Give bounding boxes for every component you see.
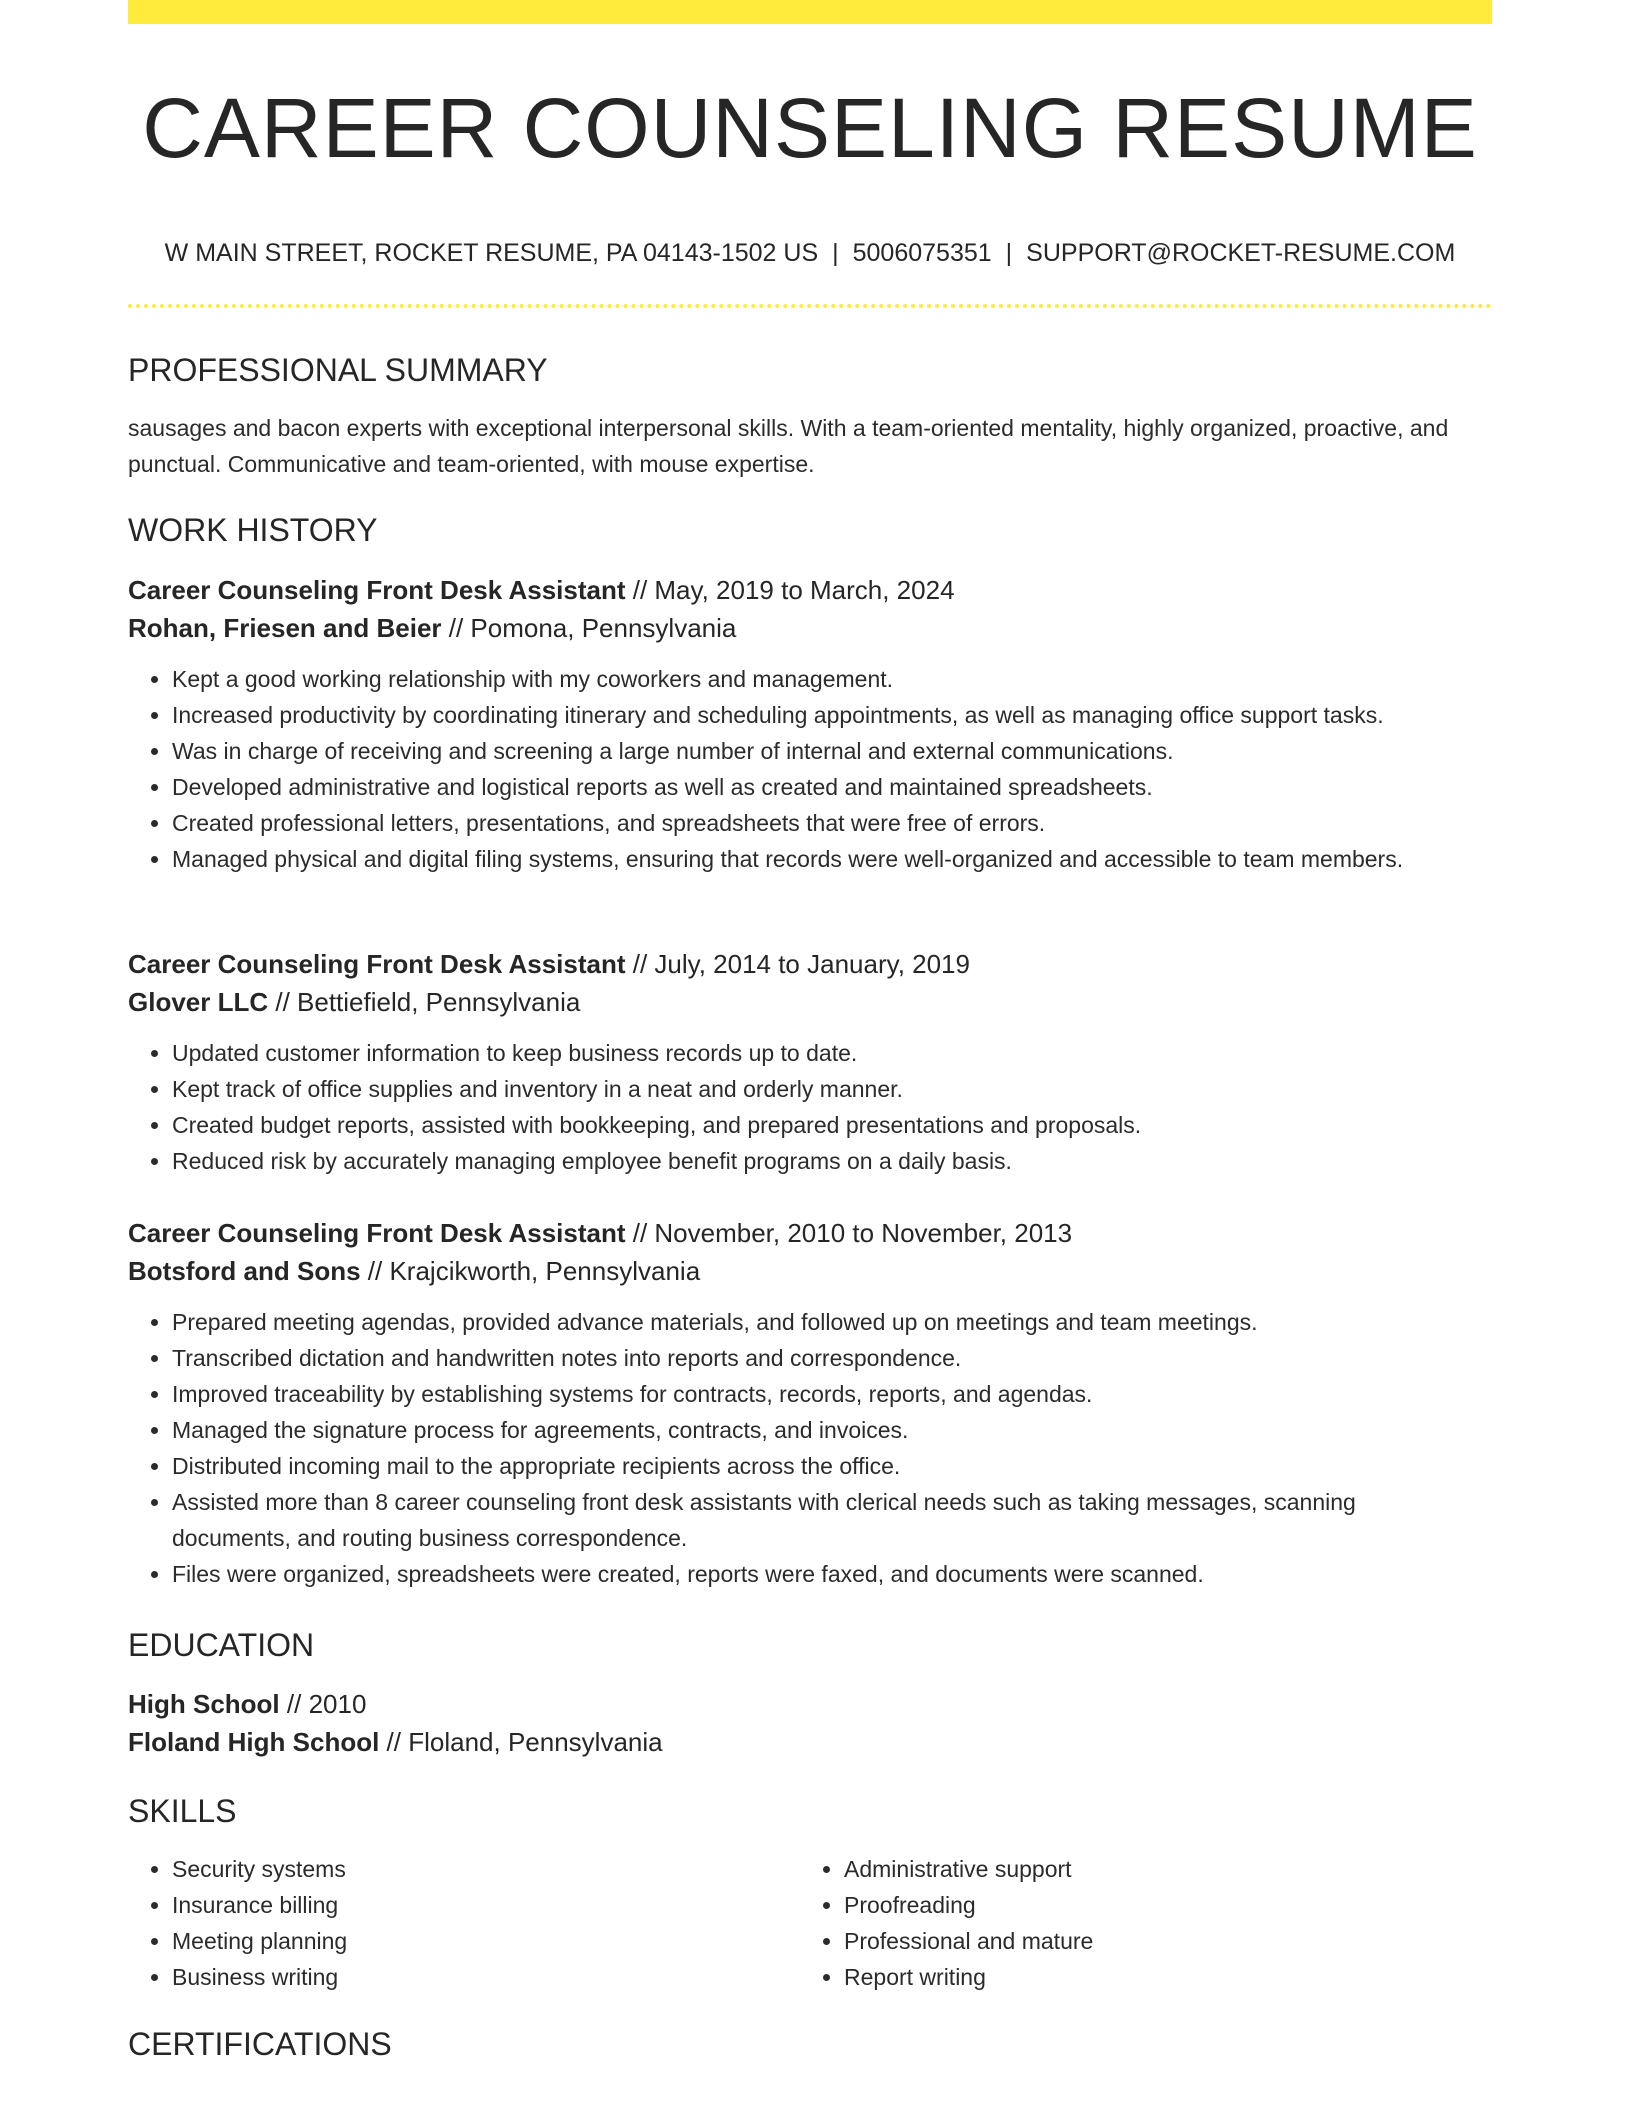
education-school: Floland High School [128, 1727, 380, 1757]
certifications-section [128, 2024, 1492, 2064]
job-location: // Pomona, Pennsylvania [441, 613, 737, 643]
certifications-heading: CERTIFICATIONS [128, 2026, 392, 2062]
skills-list [128, 1851, 800, 1995]
education-degree-line [128, 1685, 1492, 1723]
contact-email: SUPPORT@ROCKET-RESUME.COM [1026, 239, 1456, 267]
job-company-line [128, 983, 1492, 1021]
job-location: // Bettiefield, Pennsylvania [268, 987, 581, 1017]
duty-item: • Managed the signature process for agreements, contracts, and invoices. [172, 1412, 1492, 1448]
contact-address: W MAIN STREET, ROCKET RESUME, PA 04143-1502 US [164, 239, 819, 267]
job-title-line [128, 1214, 1492, 1252]
duty-item: • Developed administrative and logistical reports as well as created and maintained spreadsheets. [172, 769, 1492, 805]
job-company: Botsford and Sons [128, 1256, 361, 1286]
work-history-heading: WORK HISTORY [128, 512, 378, 548]
summary-heading: PROFESSIONAL SUMMARY [128, 352, 548, 388]
skill-item: • Meeting planning [172, 1923, 800, 1959]
duty-item: • Reduced risk by accurately managing employee benefit programs on a daily basis. [172, 1143, 1492, 1179]
skill-item: • Insurance billing [172, 1887, 800, 1923]
job-title: Career Counseling Front Desk Assistant [128, 949, 626, 979]
education-location: // Floland, Pennsylvania [379, 1727, 663, 1757]
job-duties [128, 1035, 1492, 1179]
education-school-line [128, 1723, 1492, 1761]
duty-item: • Transcribed dictation and handwritten notes into reports and correspondence. [172, 1340, 1492, 1376]
skill-item: • Security systems [172, 1851, 800, 1887]
job-company-line [128, 1252, 1492, 1290]
accent-bar [128, 0, 1492, 24]
duty-item: • Prepared meeting agendas, provided advance materials, and followed up on meetings and team meetings. [172, 1304, 1492, 1340]
duty-item: • Was in charge of receiving and screening a large number of internal and external communications. [172, 733, 1492, 769]
duty-item: • Files were organized, spreadsheets were created, reports were faxed, and documents were scanned. [172, 1556, 1492, 1592]
skills-heading: SKILLS [128, 1793, 237, 1829]
page-title: CAREER COUNSELING RESUME [142, 81, 1478, 175]
job-title: Career Counseling Front Desk Assistant [128, 575, 626, 605]
job-dates: // November, 2010 to November, 2013 [625, 1218, 1073, 1248]
duty-item: • Assisted more than 8 career counseling front desk assistants with clerical needs such as taking messages, scanning documents, and routing business correspondence. [172, 1484, 1472, 1556]
education-heading: EDUCATION [128, 1627, 315, 1663]
job-entry [128, 1214, 1492, 1592]
education-degree: High School [128, 1689, 280, 1719]
job-entry [128, 945, 1492, 1179]
contact-separator: | [1005, 239, 1013, 267]
job-title: Career Counseling Front Desk Assistant [128, 1218, 626, 1248]
skills-column-left [128, 1851, 800, 1995]
job-dates: // May, 2019 to March, 2024 [625, 575, 955, 605]
job-company: Glover LLC [128, 987, 269, 1017]
job-entry [128, 571, 1492, 877]
work-heading-block [128, 510, 1492, 550]
contact-phone: 5006075351 [852, 239, 992, 267]
skill-item: • Professional and mature [844, 1923, 1472, 1959]
skill-item: • Report writing [844, 1959, 1472, 1995]
duty-item: • Distributed incoming mail to the appropriate recipients across the office. [172, 1448, 1492, 1484]
duty-item: • Increased productivity by coordinating itinerary and scheduling appointments, as well as managing office support tasks. [172, 697, 1492, 733]
skill-item: • Business writing [172, 1959, 800, 1995]
duty-item: • Created professional letters, presentations, and spreadsheets that were free of errors. [172, 805, 1492, 841]
education-year: // 2010 [279, 1689, 367, 1719]
duty-item: • Improved traceability by establishing systems for contracts, records, reports, and agendas. [172, 1376, 1492, 1412]
summary-section [128, 350, 1492, 482]
duty-item: • Kept track of office supplies and inventory in a neat and orderly manner. [172, 1071, 1492, 1107]
duty-item: • Kept a good working relationship with my coworkers and management. [172, 661, 1492, 697]
job-duties [128, 1304, 1492, 1592]
job-title-line [128, 945, 1492, 983]
job-title-line [128, 571, 1492, 609]
job-duties [128, 661, 1492, 877]
skills-list [800, 1851, 1472, 1995]
skill-item: • Administrative support [844, 1851, 1472, 1887]
job-company-line [128, 609, 1492, 647]
skills-section [128, 1791, 1492, 1995]
job-company: Rohan, Friesen and Beier [128, 613, 442, 643]
job-location: // Krajcikworth, Pennsylvania [360, 1256, 701, 1286]
skills-grid [128, 1851, 1492, 1995]
skill-item: • Proofreading [844, 1887, 1472, 1923]
skills-column-right [800, 1851, 1472, 1995]
duty-item: • Updated customer information to keep business records up to date. [172, 1035, 1492, 1071]
summary-text: sausages and bacon experts with exceptional interpersonal skills. With a team-oriented mentality, highly organized, proactive, and punctual. Communicative and team-oriented, with mouse expertise. [128, 415, 1449, 477]
duty-item: • Managed physical and digital filing systems, ensuring that records were well-organized and accessible to team members. [172, 841, 1462, 877]
contact-separator: | [832, 239, 839, 267]
dotted-divider [128, 304, 1492, 308]
education-section [128, 1625, 1492, 1761]
job-dates: // July, 2014 to January, 2019 [625, 949, 970, 979]
contact-line [128, 236, 1492, 270]
duty-item: • Created budget reports, assisted with bookkeeping, and prepared presentations and proposals. [172, 1107, 1492, 1143]
